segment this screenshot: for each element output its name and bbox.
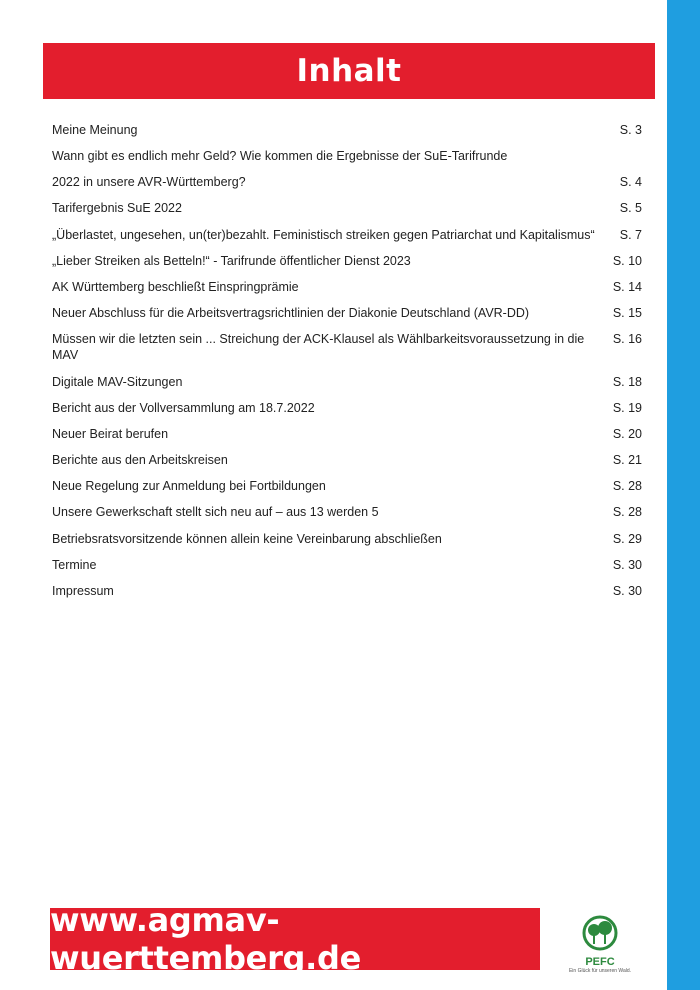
toc-entry-line: AK Württemberg beschließt Einspringprämie — [52, 279, 299, 294]
toc-page-number: S. 16 — [612, 332, 642, 347]
toc-page-number: S. 18 — [612, 374, 642, 389]
toc-entry[interactable] — [52, 227, 642, 243]
website-url[interactable]: www.agmav-wuerttemberg.de — [50, 901, 362, 977]
toc-page-number: S. 21 — [612, 453, 642, 468]
side-accent-bar — [667, 0, 700, 990]
toc-entry-title — [52, 200, 608, 216]
toc-entry-line: Digitale MAV-Sitzungen — [52, 374, 183, 389]
toc-entry-line: 2022 in unsere AVR-Württemberg? — [52, 175, 246, 190]
title-banner — [43, 43, 655, 99]
toc-page-number: S. 7 — [619, 227, 642, 242]
toc-entry[interactable] — [52, 374, 642, 390]
toc-entry-line: Tarifergebnis SuE 2022 — [52, 201, 182, 216]
pefc-tree-icon — [578, 915, 622, 951]
toc-page-number: S. 14 — [612, 279, 642, 294]
toc-page-number: S. 30 — [612, 557, 642, 572]
toc-page-number: S. 19 — [612, 400, 642, 415]
toc-entry-line: Termine — [52, 557, 97, 572]
toc-entry-title — [52, 478, 608, 494]
toc-entry[interactable] — [52, 557, 642, 573]
toc-entry[interactable] — [52, 148, 642, 190]
toc-entry-line: Müssen wir die letzten sein ... Streichung der ACK-Klausel als Wählbarkeitsvoraussetzung in die MAV — [52, 332, 585, 363]
toc-page-number: S. 29 — [612, 531, 642, 546]
page-title: Inhalt — [296, 53, 402, 89]
toc-entry-line: Neue Regelung zur Anmeldung bei Fortbildungen — [52, 479, 326, 494]
toc-entry[interactable] — [52, 305, 642, 321]
toc-entry[interactable] — [52, 331, 642, 363]
toc-entry-title — [52, 279, 608, 295]
toc-entry[interactable] — [52, 279, 642, 295]
pefc-logo — [562, 915, 638, 981]
toc-entry-line: „Lieber Streiken als Betteln!“ - Tarifrunde öffentlicher Dienst 2023 — [52, 253, 411, 268]
toc-entry-title — [52, 426, 608, 442]
toc-entry-title — [52, 148, 608, 190]
toc-entry-line: Wann gibt es endlich mehr Geld? Wie kommen die Ergebnisse der SuE-Tarifrunde — [52, 149, 508, 164]
toc-entry-title — [52, 253, 608, 269]
toc-entry-title — [52, 122, 608, 138]
toc-entry[interactable] — [52, 531, 642, 547]
toc-entry-title — [52, 583, 608, 599]
toc-page-number: S. 5 — [619, 201, 642, 216]
toc-entry-title — [52, 331, 608, 363]
toc-page-number: S. 10 — [612, 253, 642, 268]
toc-entry-title — [52, 557, 608, 573]
toc-entry[interactable] — [52, 452, 642, 468]
toc-entry[interactable] — [52, 478, 642, 494]
toc-entry-line: „Überlastet, ungesehen, un(ter)bezahlt. Feministisch streiken gegen Patriarchat und Kapitalismus“ — [52, 227, 595, 242]
toc-page-number: S. 30 — [612, 584, 642, 598]
pefc-label: PEFC — [585, 956, 615, 968]
toc-entry[interactable] — [52, 122, 642, 138]
toc-entry[interactable] — [52, 200, 642, 216]
toc-entry-title — [52, 305, 608, 321]
table-of-contents — [52, 122, 642, 609]
toc-entry-line: Unsere Gewerkschaft stellt sich neu auf – aus 13 werden 5 — [52, 505, 379, 520]
toc-entry-title — [52, 374, 608, 390]
toc-entry[interactable] — [52, 253, 642, 269]
toc-page-number: S. 20 — [612, 426, 642, 441]
toc-entry-title — [52, 227, 608, 243]
toc-entry[interactable] — [52, 400, 642, 416]
toc-page-number: S. 3 — [619, 123, 642, 137]
url-banner — [50, 901, 540, 977]
toc-entry-line: Neuer Abschluss für die Arbeitsvertragsrichtlinien der Diakonie Deutschland (AVR-DD) — [52, 306, 530, 321]
toc-entry-line: Impressum — [52, 584, 114, 598]
toc-entry-title — [52, 400, 608, 416]
toc-page-number: S. 15 — [612, 306, 642, 321]
toc-entry[interactable] — [52, 583, 642, 599]
toc-entry[interactable] — [52, 426, 642, 442]
toc-page-number: S. 4 — [619, 175, 642, 190]
toc-entry-title — [52, 452, 608, 468]
toc-entry[interactable] — [52, 504, 642, 520]
pefc-tagline: Ein Glück für unseren Wald. — [568, 968, 632, 974]
toc-page-number: S. 28 — [612, 505, 642, 520]
toc-entry-line: Berichte aus den Arbeitskreisen — [52, 453, 228, 468]
toc-entry-line: Bericht aus der Vollversammlung am 18.7.2022 — [52, 400, 315, 415]
toc-page-number: S. 28 — [612, 479, 642, 494]
toc-entry-line: Neuer Beirat berufen — [52, 426, 169, 441]
toc-entry-title — [52, 504, 608, 520]
toc-entry-line: Betriebsratsvorsitzende können allein keine Vereinbarung abschließen — [52, 531, 442, 546]
toc-entry-line: Meine Meinung — [52, 123, 138, 137]
toc-entry-title — [52, 531, 608, 547]
